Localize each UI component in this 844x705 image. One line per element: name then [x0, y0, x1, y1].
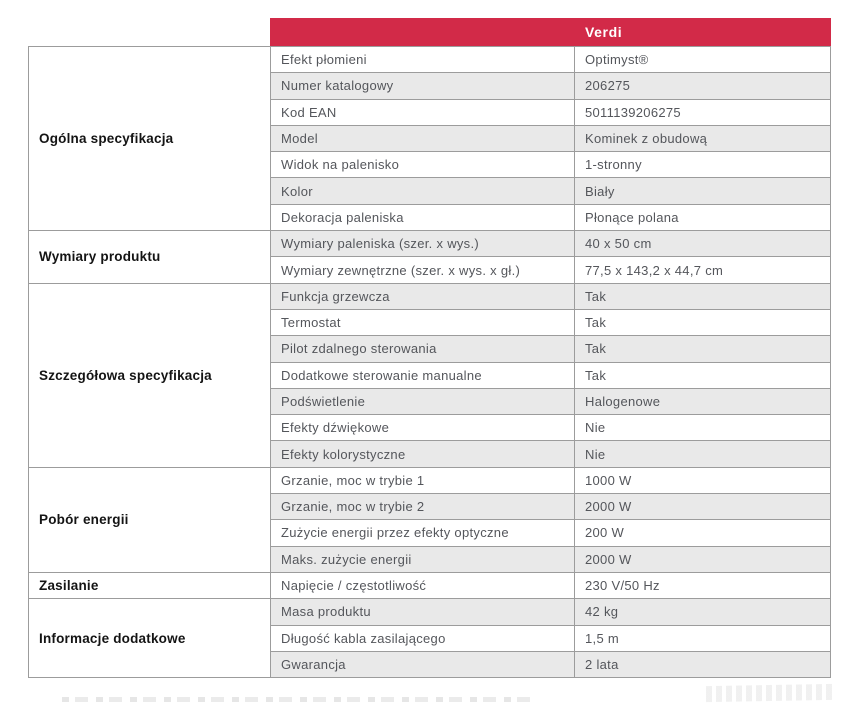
- spec-value-cell: Płonące polana: [575, 205, 830, 231]
- spec-name-cell: Kod EAN: [271, 100, 575, 126]
- spec-name-cell: Funkcja grzewcza: [271, 284, 575, 310]
- spec-name-cell: Pilot zdalnego sterowania: [271, 336, 575, 362]
- spec-value-cell: Nie: [575, 415, 830, 441]
- spec-name-cell: Efekty kolorystyczne: [271, 441, 575, 467]
- spec-name-cell: Numer katalogowy: [271, 73, 575, 99]
- spec-name-cell: Zużycie energii przez efekty optyczne: [271, 520, 575, 546]
- spec-value-cell: 1,5 m: [575, 626, 830, 652]
- spec-name-cell: Podświetlenie: [271, 389, 575, 415]
- section-label-detailed: Szczegółowa specyfikacja: [29, 284, 271, 468]
- spec-name-cell: Gwarancja: [271, 652, 575, 678]
- spec-name-cell: Dodatkowe sterowanie manualne: [271, 363, 575, 389]
- spec-grid: [28, 46, 831, 678]
- section-label-additional: Informacje dodatkowe: [29, 599, 271, 678]
- spec-name-cell: Termostat: [271, 310, 575, 336]
- spec-value-cell: Nie: [575, 441, 830, 467]
- product-spec-table: [28, 18, 831, 678]
- spec-value-cell: 77,5 x 143,2 x 44,7 cm: [575, 257, 830, 283]
- section-label-power: Zasilanie: [29, 573, 271, 599]
- spec-value-cell: 1000 W: [575, 468, 830, 494]
- spec-name-cell: Dekoracja paleniska: [271, 205, 575, 231]
- spec-value-cell: 200 W: [575, 520, 830, 546]
- product-header: [270, 18, 831, 46]
- spec-value-cell: Kominek z obudową: [575, 126, 830, 152]
- spec-value-cell: Optimyst®: [575, 47, 830, 73]
- spec-value-cell: 2 lata: [575, 652, 830, 678]
- spec-value-cell: 206275: [575, 73, 830, 99]
- spec-name-cell: Efekt płomieni: [271, 47, 575, 73]
- spec-value-cell: Tak: [575, 363, 830, 389]
- spec-value-cell: Tak: [575, 310, 830, 336]
- spec-name-cell: Wymiary paleniska (szer. x wys.): [271, 231, 575, 257]
- spec-value-cell: Tak: [575, 284, 830, 310]
- spec-value-cell: 40 x 50 cm: [575, 231, 830, 257]
- spec-value-cell: 42 kg: [575, 599, 830, 625]
- spec-value-cell: 230 V/50 Hz: [575, 573, 830, 599]
- section-label-general: Ogólna specyfikacja: [29, 47, 271, 231]
- spec-value-cell: 5011139206275: [575, 100, 830, 126]
- spec-name-cell: Grzanie, moc w trybie 1: [271, 468, 575, 494]
- spec-name-cell: Napięcie / częstotliwość: [271, 573, 575, 599]
- spec-name-cell: Wymiary zewnętrzne (szer. x wys. x gł.): [271, 257, 575, 283]
- spec-value-cell: 2000 W: [575, 494, 830, 520]
- section-label-dimensions: Wymiary produktu: [29, 231, 271, 284]
- spec-name-cell: Maks. zużycie energii: [271, 547, 575, 573]
- spec-name-cell: Masa produktu: [271, 599, 575, 625]
- spec-value-cell: Biały: [575, 178, 830, 204]
- spec-name-cell: Efekty dźwiękowe: [271, 415, 575, 441]
- spec-name-cell: Widok na palenisko: [271, 152, 575, 178]
- cropped-text-artifact: [62, 697, 532, 702]
- watermark-artifact: [706, 684, 834, 702]
- spec-value-cell: 2000 W: [575, 547, 830, 573]
- section-label-energy: Pobór energii: [29, 468, 271, 573]
- spec-name-cell: Kolor: [271, 178, 575, 204]
- spec-value-cell: Halogenowe: [575, 389, 830, 415]
- spec-name-cell: Długość kabla zasilającego: [271, 626, 575, 652]
- product-name: Verdi: [585, 24, 623, 40]
- spec-name-cell: Grzanie, moc w trybie 2: [271, 494, 575, 520]
- spec-name-cell: Model: [271, 126, 575, 152]
- spec-value-cell: Tak: [575, 336, 830, 362]
- spec-value-cell: 1-stronny: [575, 152, 830, 178]
